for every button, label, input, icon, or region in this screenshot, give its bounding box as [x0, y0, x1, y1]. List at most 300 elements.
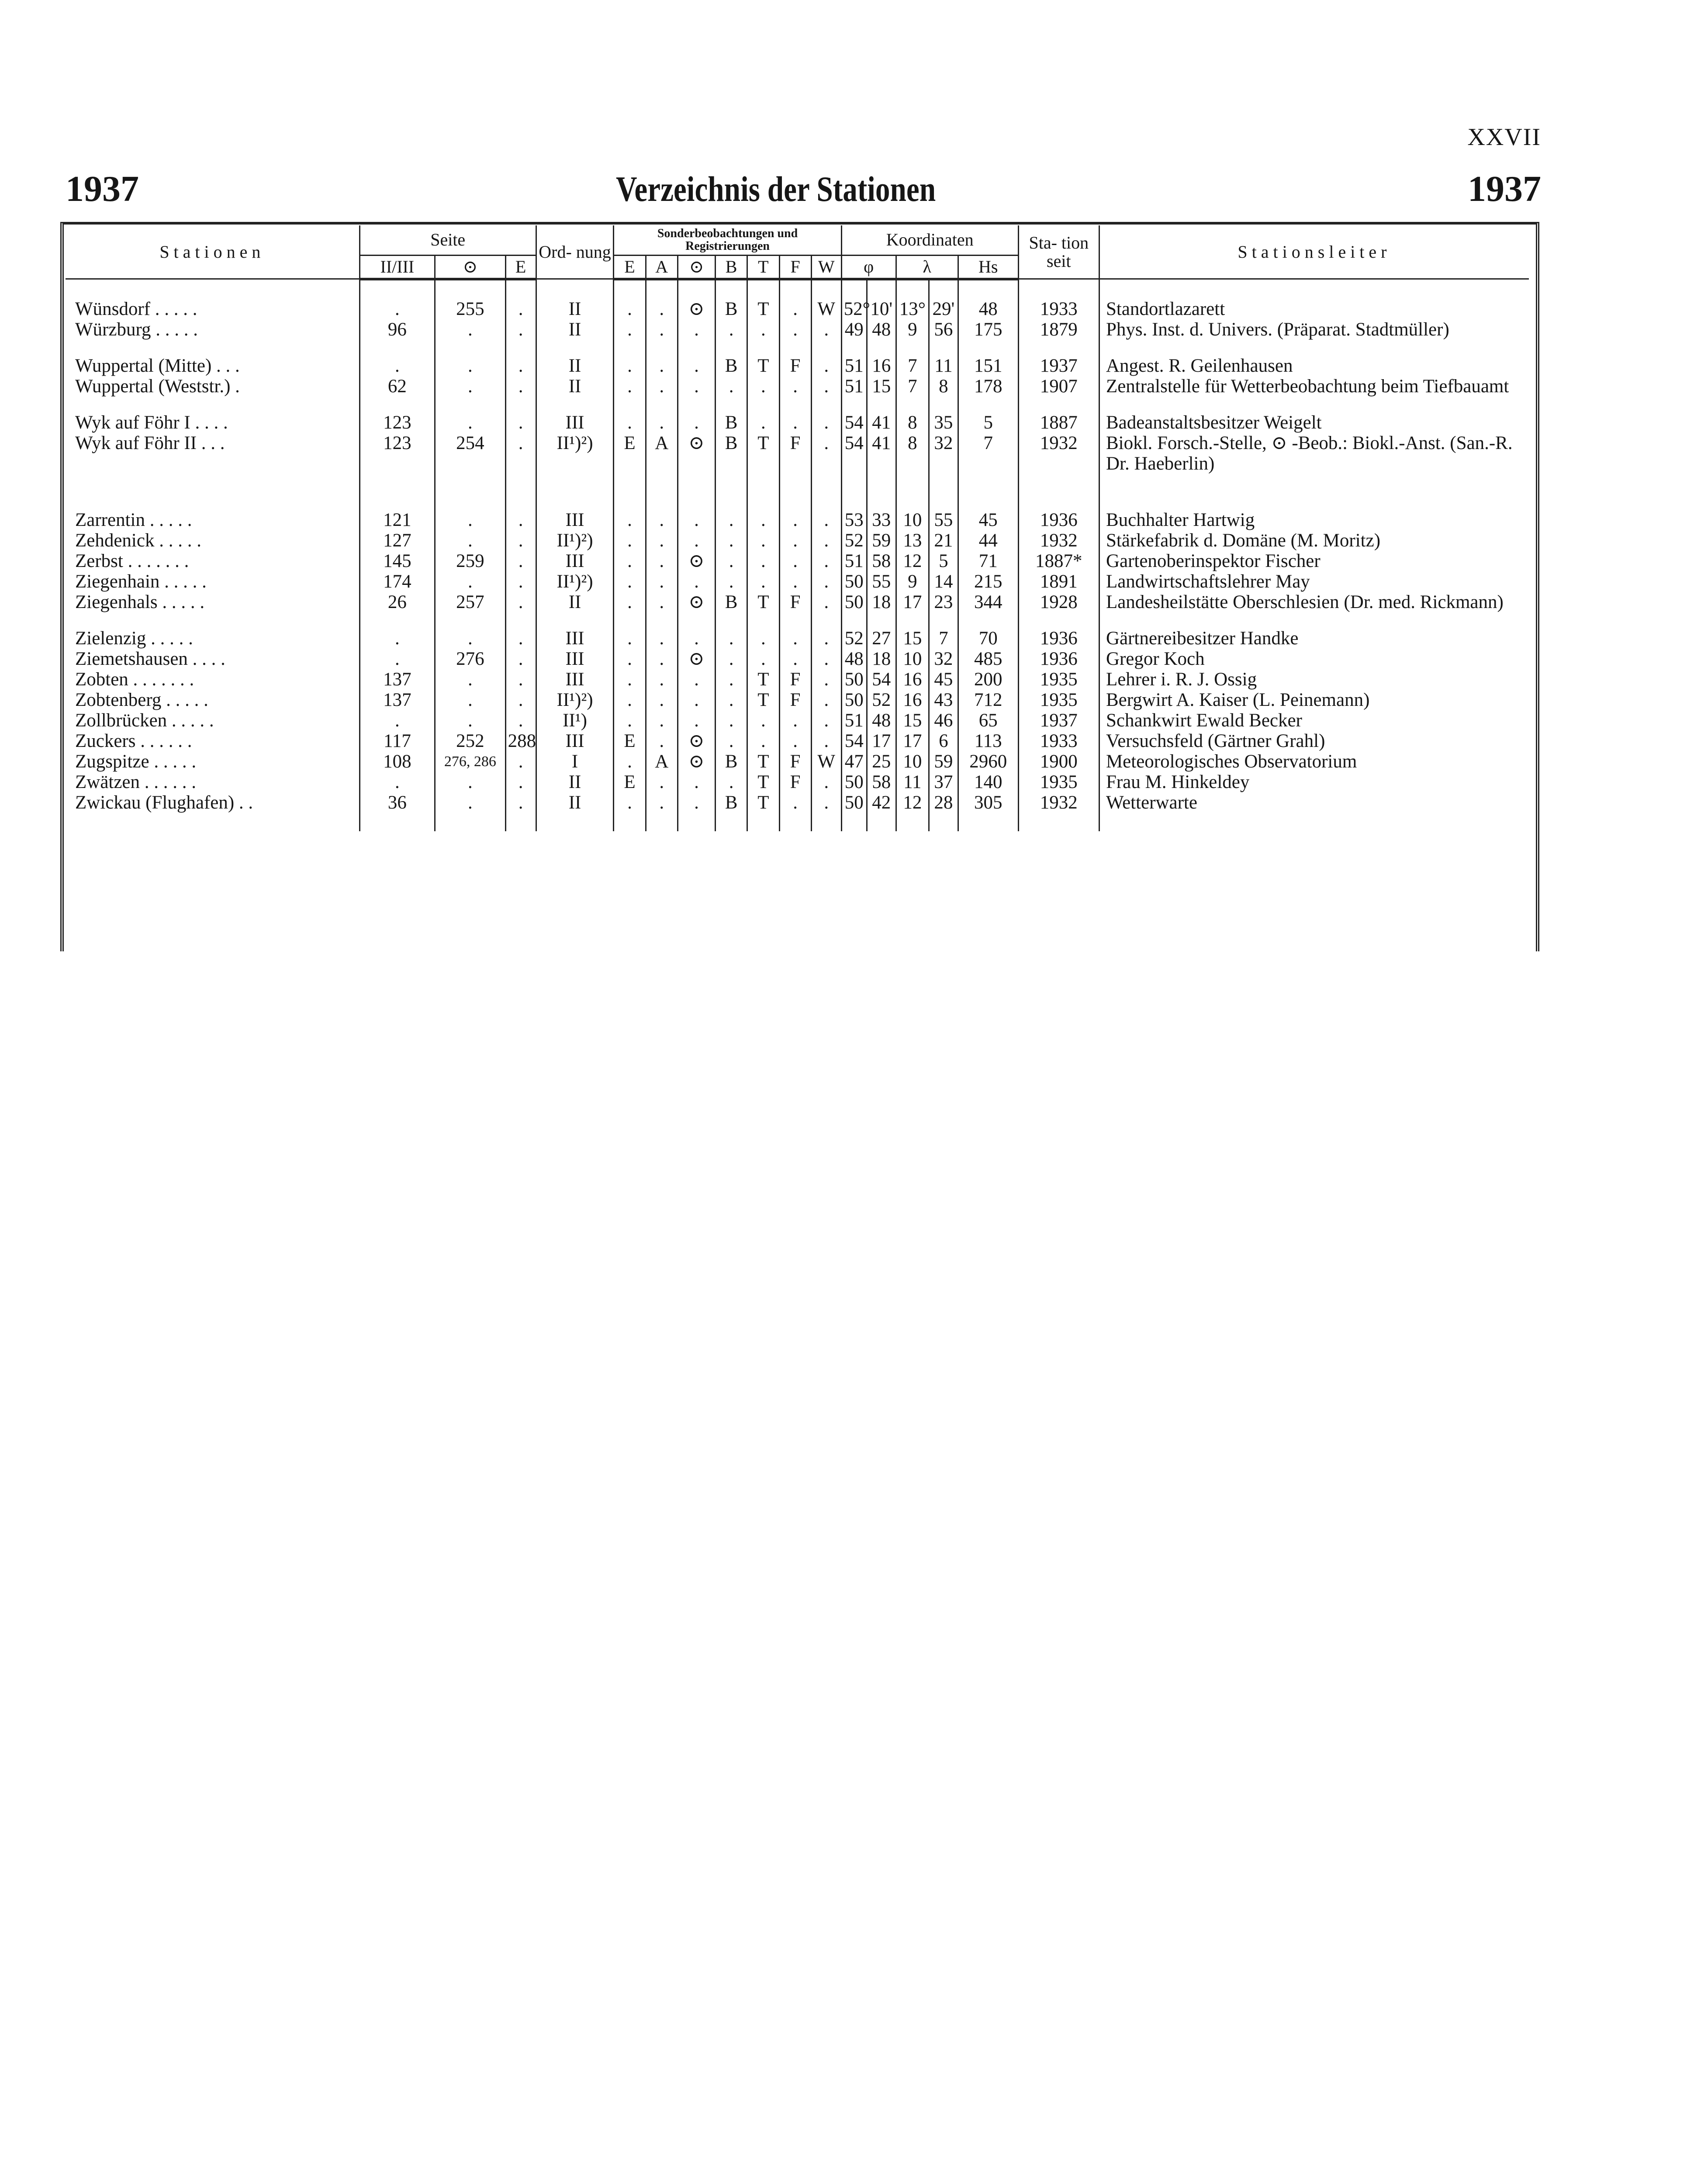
station-since: 1937 [1018, 710, 1099, 731]
obs-a: . [646, 319, 678, 340]
obs-b: . [716, 551, 747, 571]
lon-degrees: 10 [896, 751, 929, 772]
obs-a: . [646, 669, 678, 690]
lat-minutes: 59 [867, 530, 896, 551]
seite-sun: . [435, 319, 506, 340]
table-row [66, 669, 1529, 690]
station-leader: Stärkefabrik d. Domäne (M. Moritz) [1099, 530, 1529, 551]
lat-minutes: 18 [867, 592, 896, 612]
station-since: 1932 [1018, 530, 1099, 551]
table-row [66, 319, 1529, 340]
obs-a: . [646, 710, 678, 731]
lat-minutes: 15 [867, 376, 896, 397]
obs-t: . [747, 649, 779, 669]
obs-b: B [716, 792, 747, 813]
ordnung: II [536, 772, 614, 792]
elevation-hs: 215 [958, 571, 1018, 592]
obs-w: . [811, 731, 841, 751]
obs-f: . [779, 649, 811, 669]
obs-f: . [779, 551, 811, 571]
table-row [66, 530, 1529, 551]
obs-sun: . [678, 669, 715, 690]
seite-e: . [505, 649, 536, 669]
obs-f: F [779, 669, 811, 690]
subheader-sonder-e: E [614, 255, 646, 279]
lon-degrees: 12 [896, 792, 929, 813]
seite-sun: . [435, 628, 506, 649]
lat-degrees: 50 [841, 571, 867, 592]
obs-w: . [811, 412, 841, 433]
elevation-hs: 2960 [958, 751, 1018, 772]
station-since: 1936 [1018, 628, 1099, 649]
lat-degrees: 52 [841, 628, 867, 649]
subheader-sonder-sun: ⊙ [678, 255, 715, 279]
obs-b: . [716, 376, 747, 397]
obs-b: . [716, 710, 747, 731]
seite-e: . [505, 792, 536, 813]
station-leader: Landesheilstätte Oberschlesien (Dr. med. Rickmann) [1099, 592, 1529, 612]
obs-a: . [646, 731, 678, 751]
table-row [66, 710, 1529, 731]
obs-a: A [646, 433, 678, 474]
table-row [66, 792, 1529, 813]
lat-minutes: 41 [867, 412, 896, 433]
lon-minutes: 59 [929, 751, 958, 772]
obs-e: . [614, 530, 646, 551]
table-row [66, 649, 1529, 669]
lat-degrees: 50 [841, 792, 867, 813]
station-name: Wyk auf Föhr I . . . . [75, 412, 228, 433]
elevation-hs: 113 [958, 731, 1018, 751]
lon-minutes: 32 [929, 649, 958, 669]
col-header-stationsleiter: Stationsleiter [1099, 225, 1529, 279]
obs-e: . [614, 299, 646, 319]
station-name: Zollbrücken . . . . . [75, 710, 214, 731]
station-leader: Buchhalter Hartwig [1099, 510, 1529, 530]
station-leader: Gregor Koch [1099, 649, 1529, 669]
seite-ii-iii: 36 [360, 792, 435, 813]
seite-e: . [505, 376, 536, 397]
stations-table [66, 225, 1529, 831]
seite-e: . [505, 433, 536, 474]
obs-sun: ⊙ [678, 433, 715, 474]
elevation-hs: 305 [958, 792, 1018, 813]
lat-degrees: 50 [841, 669, 867, 690]
lat-minutes: 52 [867, 690, 896, 710]
obs-e: . [614, 376, 646, 397]
seite-e: . [505, 551, 536, 571]
obs-t: T [747, 299, 779, 319]
seite-ii-iii: 137 [360, 669, 435, 690]
seite-ii-iii: . [360, 299, 435, 319]
obs-f: F [779, 592, 811, 612]
seite-e: 288 [505, 731, 536, 751]
obs-b: . [716, 669, 747, 690]
lat-degrees: 51 [841, 376, 867, 397]
lat-degrees: 50 [841, 772, 867, 792]
lon-minutes: 6 [929, 731, 958, 751]
station-leader: Bergwirt A. Kaiser (L. Peinemann) [1099, 690, 1529, 710]
obs-t: T [747, 751, 779, 772]
obs-a: . [646, 592, 678, 612]
lon-minutes: 56 [929, 319, 958, 340]
table-row [66, 592, 1529, 612]
obs-f: . [779, 299, 811, 319]
obs-t: . [747, 530, 779, 551]
lon-degrees: 8 [896, 412, 929, 433]
obs-sun: . [678, 710, 715, 731]
ordnung: II¹)²) [536, 433, 614, 474]
seite-e: . [505, 592, 536, 612]
station-since: 1935 [1018, 772, 1099, 792]
station-name: Würzburg . . . . . [75, 319, 198, 340]
seite-ii-iii: 96 [360, 319, 435, 340]
obs-a: . [646, 571, 678, 592]
seite-ii-iii: 123 [360, 412, 435, 433]
lon-degrees: 15 [896, 710, 929, 731]
col-header-ordnung: Ord- nung [536, 225, 614, 279]
lat-degrees: 54 [841, 433, 867, 474]
obs-b: B [716, 433, 747, 474]
lon-degrees: 9 [896, 319, 929, 340]
seite-e: . [505, 412, 536, 433]
obs-w: . [811, 571, 841, 592]
elevation-hs: 151 [958, 356, 1018, 376]
lat-minutes: 41 [867, 433, 896, 474]
ordnung: II [536, 792, 614, 813]
obs-w: . [811, 530, 841, 551]
obs-w: . [811, 376, 841, 397]
station-since: 1936 [1018, 510, 1099, 530]
lat-degrees: 54 [841, 731, 867, 751]
seite-sun: . [435, 669, 506, 690]
elevation-hs: 71 [958, 551, 1018, 571]
lat-degrees: 51 [841, 356, 867, 376]
obs-a: . [646, 412, 678, 433]
ordnung: I [536, 751, 614, 772]
subheader-seite-ii-iii: II/III [360, 255, 435, 279]
lon-degrees: 13° [896, 299, 929, 319]
top-spacer-row [66, 279, 1529, 299]
subheader-sonder-b: B [716, 255, 747, 279]
seite-ii-iii: 62 [360, 376, 435, 397]
obs-e: . [614, 751, 646, 772]
obs-t: T [747, 356, 779, 376]
lon-minutes: 46 [929, 710, 958, 731]
obs-a: . [646, 792, 678, 813]
obs-sun: ⊙ [678, 751, 715, 772]
station-name: Ziegenhals . . . . . [75, 591, 205, 612]
station-leader: Wetterwarte [1099, 792, 1529, 813]
group-spacer-row [66, 612, 1529, 628]
obs-e: . [614, 592, 646, 612]
table-row [66, 433, 1529, 474]
lon-minutes: 7 [929, 628, 958, 649]
lon-degrees: 9 [896, 571, 929, 592]
seite-sun: 257 [435, 592, 506, 612]
lon-minutes: 43 [929, 690, 958, 710]
obs-t: T [747, 433, 779, 474]
seite-e: . [505, 356, 536, 376]
elevation-hs: 178 [958, 376, 1018, 397]
seite-ii-iii: . [360, 710, 435, 731]
group-spacer-row [66, 397, 1529, 412]
lat-minutes: 48 [867, 319, 896, 340]
obs-t: . [747, 628, 779, 649]
seite-ii-iii: . [360, 356, 435, 376]
station-leader: Frau M. Hinkeldey [1099, 772, 1529, 792]
year-left: 1937 [66, 169, 139, 209]
seite-ii-iii: 117 [360, 731, 435, 751]
obs-sun: ⊙ [678, 551, 715, 571]
obs-sun: . [678, 628, 715, 649]
lon-degrees: 10 [896, 510, 929, 530]
obs-e: . [614, 710, 646, 731]
lat-minutes: 33 [867, 510, 896, 530]
obs-w: . [811, 510, 841, 530]
ordnung: II [536, 299, 614, 319]
obs-f: . [779, 792, 811, 813]
obs-w: W [811, 751, 841, 772]
lat-degrees: 47 [841, 751, 867, 772]
obs-sun: ⊙ [678, 731, 715, 751]
page-number: XXVII [1467, 124, 1541, 151]
obs-f: . [779, 731, 811, 751]
seite-sun: 276 [435, 649, 506, 669]
seite-e: . [505, 751, 536, 772]
seite-sun: 276, 286 [435, 751, 506, 772]
station-leader: Standortlazarett [1099, 299, 1529, 319]
obs-e: . [614, 792, 646, 813]
page-title: Verzeichnis der Stationen [616, 169, 936, 209]
obs-b: . [716, 571, 747, 592]
ordnung: II¹)²) [536, 571, 614, 592]
obs-e: . [614, 510, 646, 530]
obs-w: . [811, 356, 841, 376]
ordnung: III [536, 628, 614, 649]
seite-sun: . [435, 571, 506, 592]
col-header-sonderbeobachtungen: Sonderbeobachtungen und Registrierungen [614, 225, 841, 255]
seite-sun: 252 [435, 731, 506, 751]
obs-a: . [646, 649, 678, 669]
lon-minutes: 28 [929, 792, 958, 813]
lat-minutes: 27 [867, 628, 896, 649]
station-name: Zuckers . . . . . . [75, 730, 192, 751]
obs-b: . [716, 649, 747, 669]
station-name: Zarrentin . . . . . [75, 509, 192, 530]
ordnung: II¹) [536, 710, 614, 731]
ordnung: II¹)²) [536, 690, 614, 710]
station-leader: Badeanstaltsbesitzer Weigelt [1099, 412, 1529, 433]
obs-f: . [779, 412, 811, 433]
subheader-seite-sun: ⊙ [435, 255, 506, 279]
obs-e: E [614, 772, 646, 792]
lon-degrees: 11 [896, 772, 929, 792]
obs-sun: . [678, 792, 715, 813]
obs-w: . [811, 669, 841, 690]
obs-f: F [779, 772, 811, 792]
obs-t: . [747, 376, 779, 397]
table-row [66, 299, 1529, 319]
obs-e: . [614, 551, 646, 571]
lat-degrees: 50 [841, 592, 867, 612]
seite-e: . [505, 299, 536, 319]
lat-minutes: 25 [867, 751, 896, 772]
col-header-koordinaten: Koordinaten [841, 225, 1018, 255]
ordnung: III [536, 510, 614, 530]
seite-e: . [505, 571, 536, 592]
elevation-hs: 70 [958, 628, 1018, 649]
table-row [66, 731, 1529, 751]
lon-minutes: 35 [929, 412, 958, 433]
station-since: 1891 [1018, 571, 1099, 592]
lat-degrees: 50 [841, 690, 867, 710]
obs-b: . [716, 772, 747, 792]
obs-sun: ⊙ [678, 649, 715, 669]
seite-sun: . [435, 356, 506, 376]
station-leader: Gartenoberinspektor Fischer [1099, 551, 1529, 571]
seite-e: . [505, 669, 536, 690]
elevation-hs: 5 [958, 412, 1018, 433]
obs-w: W [811, 299, 841, 319]
obs-t: . [747, 510, 779, 530]
subheader-sonder-t: T [747, 255, 779, 279]
lon-minutes: 29' [929, 299, 958, 319]
seite-sun: . [435, 530, 506, 551]
station-leader: Angest. R. Geilenhausen [1099, 356, 1529, 376]
station-name: Ziegenhain . . . . . [75, 571, 207, 592]
lat-minutes: 54 [867, 669, 896, 690]
ordnung: II [536, 356, 614, 376]
subheader-sonder-f: F [779, 255, 811, 279]
obs-f: F [779, 690, 811, 710]
obs-t: . [747, 571, 779, 592]
group-spacer-row [66, 340, 1529, 356]
station-since: 1900 [1018, 751, 1099, 772]
station-name: Zehdenick . . . . . [75, 530, 201, 551]
lon-degrees: 7 [896, 376, 929, 397]
obs-b: . [716, 628, 747, 649]
seite-sun: . [435, 772, 506, 792]
lat-degrees: 54 [841, 412, 867, 433]
elevation-hs: 45 [958, 510, 1018, 530]
obs-e: . [614, 571, 646, 592]
seite-ii-iii: 145 [360, 551, 435, 571]
lon-degrees: 17 [896, 592, 929, 612]
obs-sun: . [678, 772, 715, 792]
obs-t: . [747, 731, 779, 751]
lon-degrees: 17 [896, 731, 929, 751]
obs-t: . [747, 551, 779, 571]
seite-sun: . [435, 690, 506, 710]
station-name: Zobtenberg . . . . . [75, 689, 208, 710]
station-leader: Landwirtschaftslehrer May [1099, 571, 1529, 592]
table-row [66, 510, 1529, 530]
lon-degrees: 15 [896, 628, 929, 649]
obs-sun: ⊙ [678, 592, 715, 612]
station-name: Zwickau (Flughafen) . . [75, 792, 253, 813]
obs-f: F [779, 433, 811, 474]
obs-b: . [716, 319, 747, 340]
subheader-seite-e: E [505, 255, 536, 279]
lon-degrees: 10 [896, 649, 929, 669]
station-since: 1935 [1018, 690, 1099, 710]
lon-minutes: 37 [929, 772, 958, 792]
ordnung: III [536, 731, 614, 751]
obs-e: . [614, 628, 646, 649]
table-row [66, 751, 1529, 772]
obs-e: . [614, 319, 646, 340]
seite-ii-iii: . [360, 649, 435, 669]
elevation-hs: 485 [958, 649, 1018, 669]
obs-a: . [646, 551, 678, 571]
station-name: Wünsdorf . . . . . [75, 298, 197, 319]
obs-f: . [779, 376, 811, 397]
lon-degrees: 13 [896, 530, 929, 551]
seite-sun: . [435, 412, 506, 433]
obs-b: . [716, 510, 747, 530]
lon-minutes: 11 [929, 356, 958, 376]
elevation-hs: 48 [958, 299, 1018, 319]
station-since: 1928 [1018, 592, 1099, 612]
table-row [66, 571, 1529, 592]
obs-a: . [646, 772, 678, 792]
obs-sun: . [678, 510, 715, 530]
obs-b: . [716, 690, 747, 710]
obs-e: . [614, 356, 646, 376]
seite-sun: 259 [435, 551, 506, 571]
seite-sun: 254 [435, 433, 506, 474]
seite-sun: 255 [435, 299, 506, 319]
lon-minutes: 5 [929, 551, 958, 571]
obs-sun: . [678, 690, 715, 710]
lon-minutes: 45 [929, 669, 958, 690]
subheader-koord-lambda: λ [896, 255, 958, 279]
station-since: 1887* [1018, 551, 1099, 571]
station-name: Wuppertal (Weststr.) . [75, 376, 240, 397]
table-row [66, 628, 1529, 649]
ordnung: III [536, 412, 614, 433]
seite-ii-iii: 137 [360, 690, 435, 710]
station-name: Ziemetshausen . . . . [75, 648, 225, 669]
subheader-koord-hs: Hs [958, 255, 1018, 279]
station-name: Zerbst . . . . . . . [75, 550, 189, 571]
obs-w: . [811, 551, 841, 571]
obs-f: . [779, 571, 811, 592]
station-name: Zielenzig . . . . . [75, 628, 193, 649]
seite-e: . [505, 530, 536, 551]
col-header-seite: Seite [360, 225, 536, 255]
obs-sun: . [678, 376, 715, 397]
elevation-hs: 7 [958, 433, 1018, 474]
table-row [66, 772, 1529, 792]
station-leader: Gärtnereibesitzer Handke [1099, 628, 1529, 649]
lon-degrees: 12 [896, 551, 929, 571]
ordnung: III [536, 669, 614, 690]
lon-degrees: 8 [896, 433, 929, 474]
obs-w: . [811, 710, 841, 731]
seite-ii-iii: 174 [360, 571, 435, 592]
station-since: 1933 [1018, 299, 1099, 319]
lat-degrees: 53 [841, 510, 867, 530]
obs-sun: . [678, 412, 715, 433]
obs-f: F [779, 356, 811, 376]
station-leader: Schankwirt Ewald Becker [1099, 710, 1529, 731]
obs-f: . [779, 510, 811, 530]
obs-a: . [646, 356, 678, 376]
lat-minutes: 48 [867, 710, 896, 731]
group-spacer-row [66, 474, 1529, 510]
